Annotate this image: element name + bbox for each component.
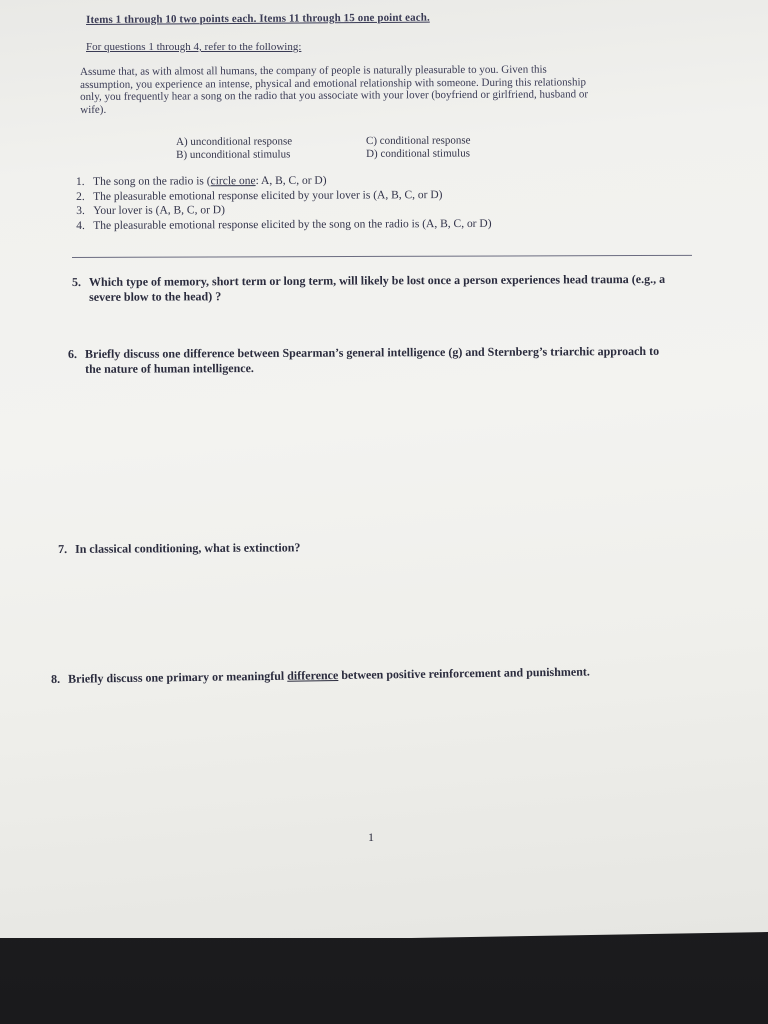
sub-question-list — [76, 172, 696, 233]
scenario-line: assumption, you experience an intense, physical and emotional relationship with someone. During this relationship — [80, 75, 587, 91]
question-text: The pleasurable emotional response elicited by the song on the radio is (A, B, C, or D) — [93, 217, 492, 232]
question-8 — [51, 663, 711, 687]
question-text: In classical conditioning, what is extinction? — [74, 540, 301, 556]
question-number: 3. — [76, 204, 85, 217]
question-text: Briefly discuss one difference between Spearman’s general intelligence (g) and Sternberg’s triarchic approach to — [84, 343, 660, 361]
question-5 — [72, 272, 712, 304]
question-text: the nature of human intelligence. — [85, 360, 254, 376]
question-text: The song on the radio is ( — [93, 175, 211, 188]
option-c: C) conditional response — [365, 134, 471, 148]
question-7 — [58, 538, 658, 557]
page-number: 1 — [368, 830, 374, 844]
question-text: Briefly discuss one primary or meaningful — [67, 668, 288, 686]
scenario-line: Assume that, as with almost all humans, the company of people is naturally pleasurable to you. Given this — [80, 63, 547, 78]
scoring-heading: Items 1 through 10 two points each. Items 11 through 15 one point each. — [86, 11, 430, 26]
scenario-paragraph — [80, 63, 688, 116]
question-text: : A, B, C, or D) — [255, 174, 327, 188]
question-number: 8. — [51, 671, 61, 686]
question-text: Your lover is (A, B, C, or D) — [93, 204, 225, 217]
option-d: D) conditional stimulus — [366, 147, 471, 161]
question-number: 4. — [76, 219, 85, 232]
sub-question-4 — [76, 215, 696, 233]
question-number: 1. — [76, 175, 85, 188]
question-number: 2. — [76, 190, 85, 203]
question-text: between positive reinforcement and punishment. — [338, 664, 590, 682]
question-number: 5. — [72, 274, 82, 289]
underlined-phrase: difference — [287, 667, 339, 683]
question-6 — [68, 344, 718, 376]
option-b: B) unconditional stimulus — [176, 148, 291, 161]
scenario-line: wife). — [80, 103, 107, 116]
scenario-line: only, you frequently hear a song on the radio that you associate with your lover (boyfriend or girlfriend, husband or — [80, 88, 589, 103]
instruction-line: For questions 1 through 4, refer to the following: — [86, 41, 302, 53]
answer-options — [176, 134, 536, 161]
underlined-phrase: circle one — [210, 175, 256, 188]
question-number: 7. — [58, 541, 68, 556]
question-text: The pleasurable emotional response elicited by your lover is (A, B, C, or D) — [93, 188, 443, 203]
question-text: severe blow to the head) ? — [89, 288, 222, 304]
question-number: 6. — [68, 346, 78, 361]
section-divider — [72, 255, 692, 258]
question-text: Which type of memory, short term or long term, will likely be lost once a person experiences head trauma (e.g., a — [88, 271, 666, 289]
option-a: A) unconditional response — [176, 135, 293, 148]
